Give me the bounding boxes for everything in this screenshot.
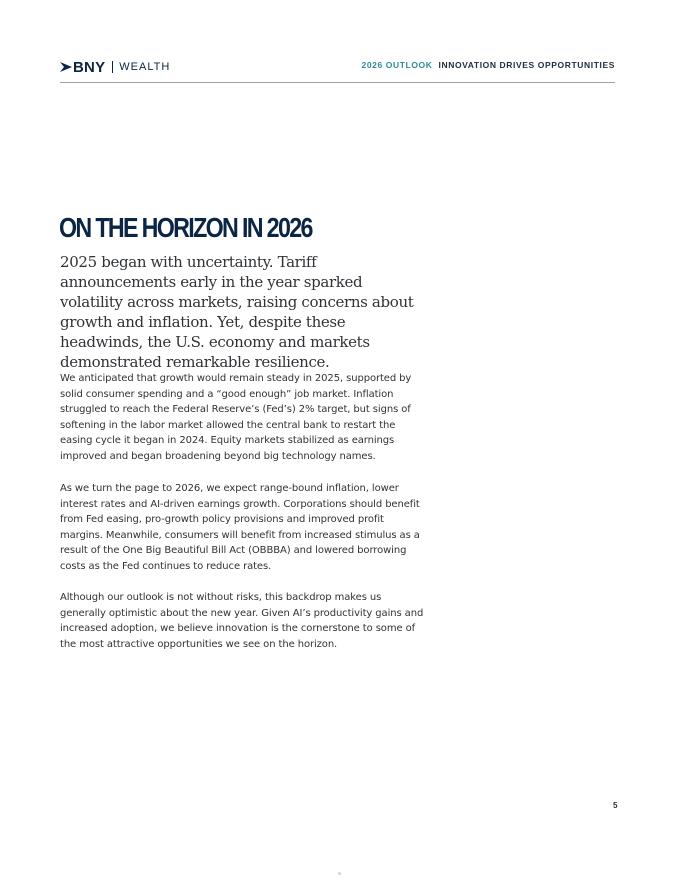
arrow-logo-icon [60, 61, 72, 73]
logo-divider [112, 61, 113, 73]
body-paragraph-3: Although our outlook is not without risks, this backdrop makes us generally optimistic about the new year. Given AI’s productivity gains and increased adoption, we believe innovation is the cornerstone to some of the most attractive opportunities we see on the horizon. [60, 592, 424, 650]
theme-label: INNOVATION DRIVES OPPORTUNITIES [438, 60, 615, 70]
page-number: 5 [613, 801, 618, 810]
intro-paragraph: 2025 began with uncertainty. Tariff announcements early in the year sparked volatility across markets, raising concerns about growth and inflation. Yet, despite these headwinds, the U.S. economy and markets demonstrated remarkable resilience. [60, 253, 414, 371]
logo-division-text: WEALTH [119, 61, 171, 73]
logo-brand-text: BNY [73, 58, 106, 76]
footer-dot [338, 872, 341, 875]
header-divider [60, 82, 615, 83]
page-header [60, 57, 615, 77]
outlook-label: 2026 OUTLOOK [361, 60, 433, 70]
body-paragraph-2: As we turn the page to 2026, we expect range-bound inflation, lower interest rates and AI-driven earnings growth. Corporations should benefit from Fed easing, pro-growth policy provisions and improved profit margins. Meanwhile, consumers will benefit from increased stimulus as a result of the One Big Beautiful Bill Act (OBBBA) and lowered borrowing costs as the Fed continues to reduce rates. [60, 483, 420, 572]
header-section-labels [362, 60, 615, 70]
page-title: ON THE HORIZON IN 2026 [59, 212, 312, 243]
bny-wealth-logo [60, 57, 170, 77]
body-paragraph-1: We anticipated that growth would remain steady in 2025, supported by solid consumer spending and a “good enough” job market. Inflation struggled to reach the Federal Reserve’s (Fed’s) 2% target, but signs of softening in the labor market allowed the central bank to restart the easing cycle it began in 2024. Equity markets stabilized as earnings improved and began broadening beyond big technology names. [60, 373, 412, 462]
